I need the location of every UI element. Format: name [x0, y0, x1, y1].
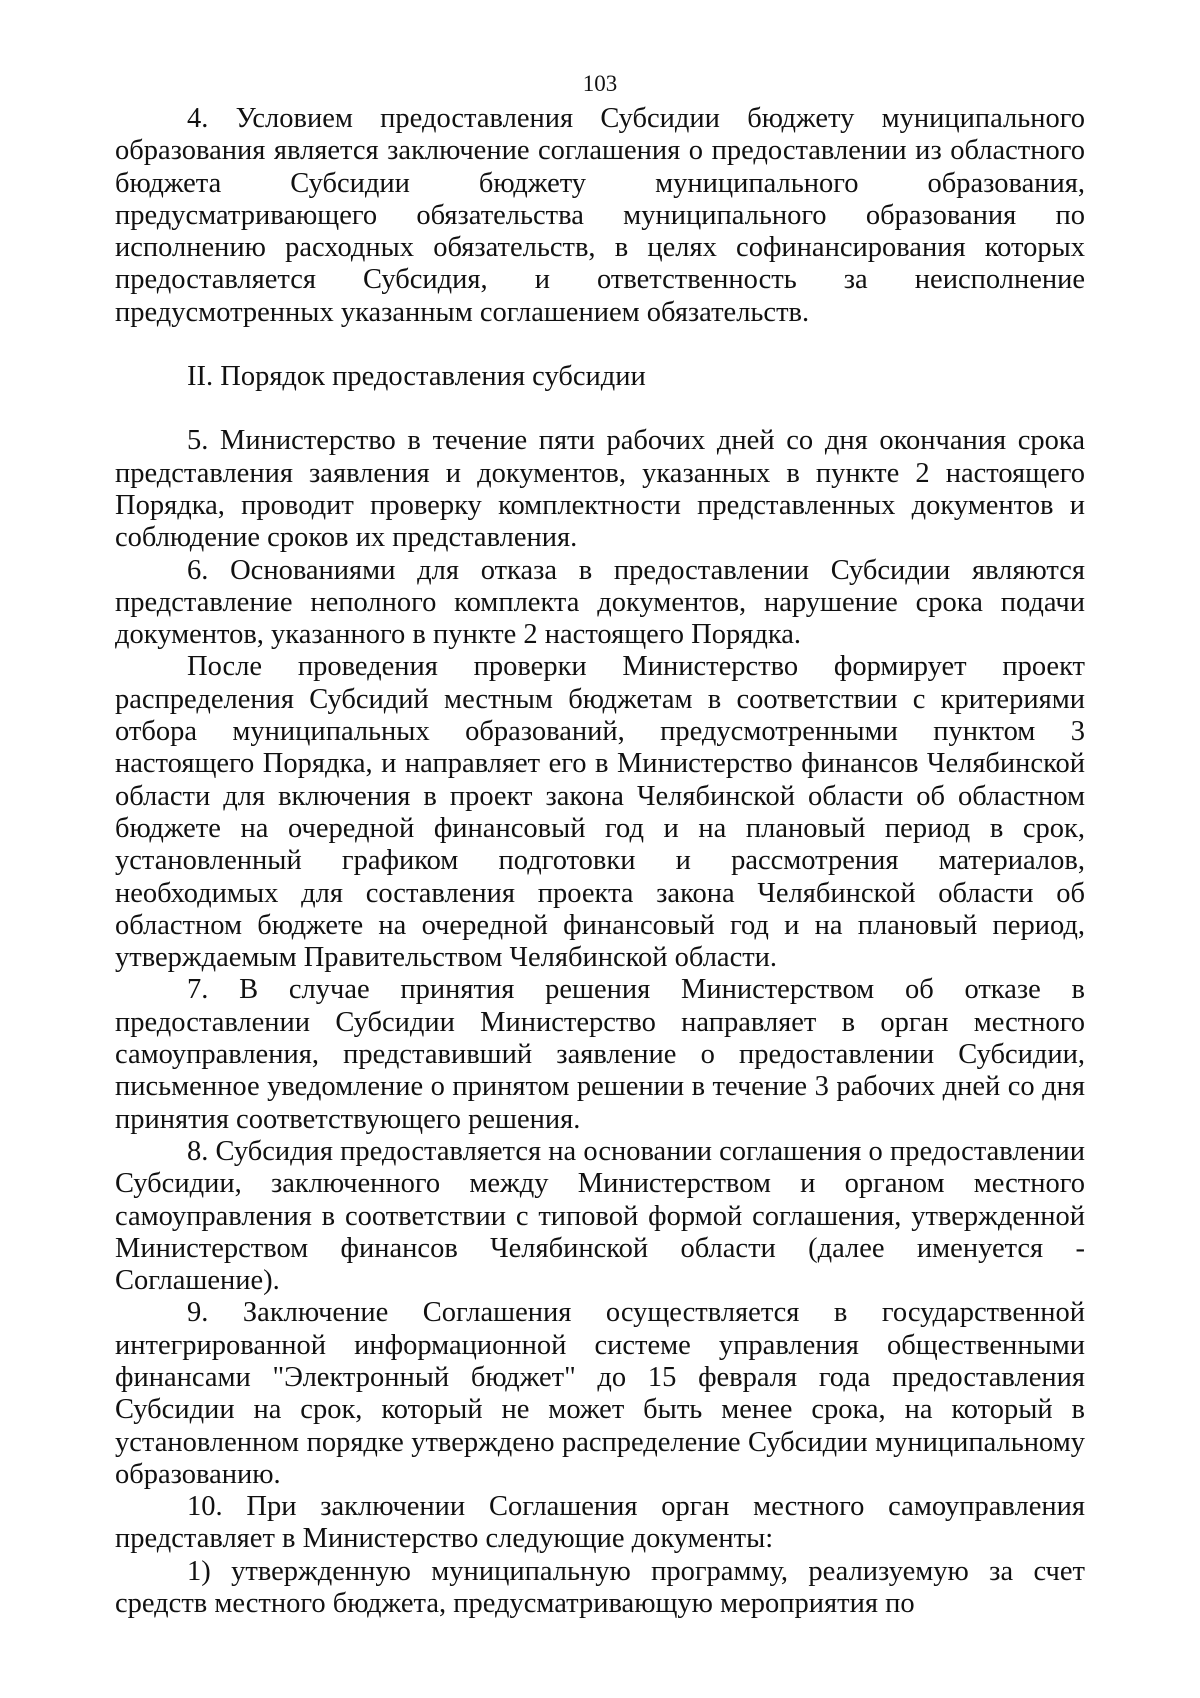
section-heading: II. Порядок предоставления субсидии	[187, 361, 646, 393]
paragraph-6-continued: После проведения проверки Министерство формирует проект распределения Субсидий местным бюджетам в соответствии с критериями отбора муниципальных образований, предусмотренными пунктом 3 настоящего Порядка, и направляет его в Министерство финансов Челябинской области для включения в проект закона Челябинской области об областном бюджете на очередной финансовый год и на плановый период в срок, установленный графиком подготовки и рассмотрения материалов, необходимых для составления проекта закона Челябинской области об областном бюджете на очередной финансовый год и на плановый период, утверждаемым Правительством Челябинской области.	[115, 651, 1085, 974]
document-body	[115, 103, 1085, 1620]
list-item-1: 1) утвержденную муниципальную программу, реализуемую за счет средств местного бюджета, предусматривающую мероприятия по	[115, 1555, 1085, 1620]
paragraph-9: 9. Заключение Соглашения осуществляется в государственной интегрированной информационной системе управления общественными финансами "Электронный бюджет" до 15 февраля года предоставления Субсидии на срок, который не может быть менее срока, на который в установленном порядке утверждено распределение Субсидии муниципальному образованию.	[115, 1297, 1085, 1490]
paragraph-6: 6. Основаниями для отказа в предоставлении Субсидии являются представление неполного комплекта документов, нарушение срока подачи документов, указанного в пункте 2 настоящего Порядка.	[115, 554, 1085, 651]
paragraph-7: 7. В случае принятия решения Министерством об отказе в предоставлении Субсидии Министерство направляет в орган местного самоуправления, представивший заявление о предоставлении Субсидии, письменное уведомление о принятом решении в течение 3 рабочих дней со дня принятия соответствующего решения.	[115, 974, 1085, 1135]
page-number: 103	[582, 71, 618, 96]
paragraph-4: 4. Условием предоставления Субсидии бюджету муниципального образования является заключение соглашения о предоставлении из областного бюджета Субсидии бюджету муниципального образования, предусматривающего обязательства муниципального образования по исполнению расходных обязательств, в целях софинансирования которых предоставляется Субсидия, и ответственность за неисполнение предусмотренных указанным соглашением обязательств.	[115, 103, 1085, 328]
paragraph-10: 10. При заключении Соглашения орган местного самоуправления представляет в Министерство следующие документы:	[115, 1491, 1085, 1555]
paragraph-8: 8. Субсидия предоставляется на основании соглашения о предоставлении Субсидии, заключенного между Министерством и органом местного самоуправления в соответствии с типовой формой соглашения, утвержденной Министерством финансов Челябинской области (далее именуется - Соглашение).	[115, 1135, 1085, 1297]
paragraph-5: 5. Министерство в течение пяти рабочих дней со дня окончания срока представления заявления и документов, указанных в пункте 2 настоящего Порядка, проводит проверку комплектности представленных документов и соблюдение сроков их представления.	[115, 425, 1085, 554]
